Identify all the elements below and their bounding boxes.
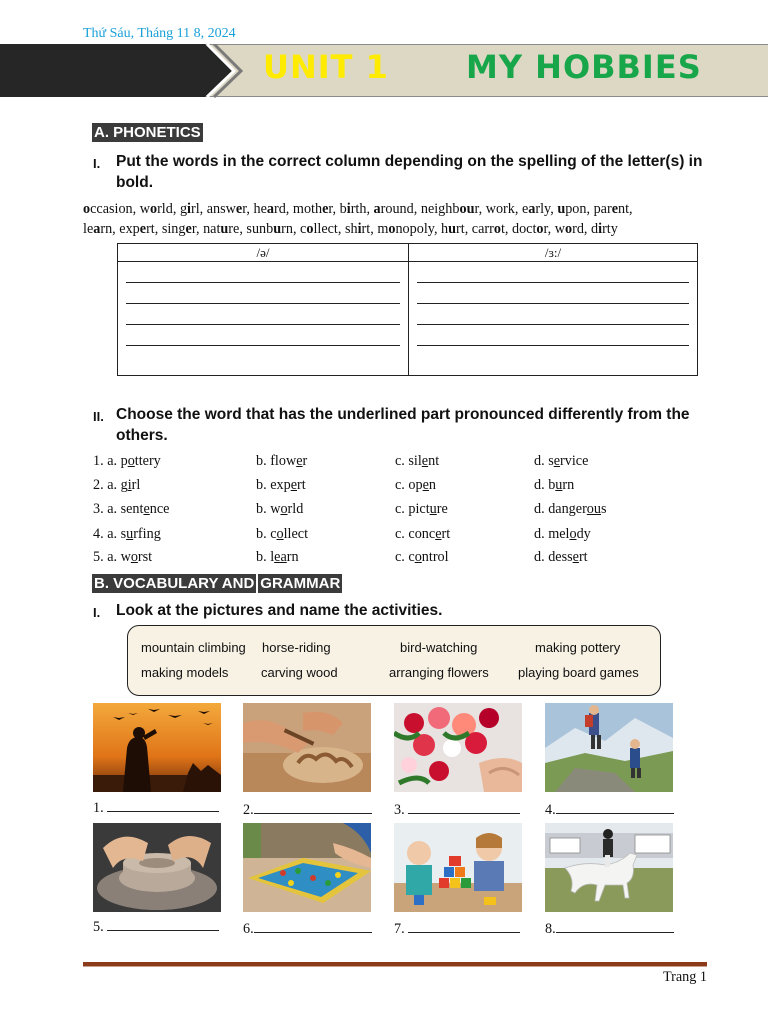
picture-horse-riding bbox=[545, 823, 673, 912]
unit-topic-title: MY HOBBIES bbox=[466, 48, 702, 86]
answer-5[interactable] bbox=[93, 918, 219, 936]
phonetics-word: world, bbox=[139, 201, 180, 217]
word-bank-item: arranging flowers bbox=[389, 665, 489, 680]
phonetics-word: neighbour, bbox=[420, 201, 486, 217]
answer-8[interactable] bbox=[545, 920, 674, 938]
answer-2[interactable] bbox=[243, 801, 372, 819]
phonetics-word: answer, bbox=[206, 201, 254, 217]
phonetics-word: monopoly, bbox=[377, 221, 442, 237]
phonetics-word: singer, bbox=[161, 221, 204, 237]
answer-option[interactable]: d. dangerous bbox=[534, 501, 607, 517]
phonetics-word: occasion, bbox=[83, 201, 140, 217]
answer-option[interactable]: c. silent bbox=[395, 453, 440, 469]
picture-board-game bbox=[243, 823, 371, 912]
answer-line[interactable] bbox=[126, 283, 400, 304]
task-number: I. bbox=[93, 156, 101, 171]
task-a2-instruction bbox=[93, 404, 713, 448]
answer-option[interactable]: 2. a. girl bbox=[93, 477, 141, 493]
answer-option[interactable]: b. world bbox=[256, 501, 304, 517]
phonetics-word: heard, bbox=[253, 201, 293, 217]
section-a-heading: A. PHONETICS bbox=[94, 124, 201, 141]
word-bank-item: carving wood bbox=[261, 665, 338, 680]
answer-blank[interactable] bbox=[556, 801, 674, 814]
answer-option[interactable]: c. control bbox=[395, 549, 449, 565]
answer-line[interactable] bbox=[126, 304, 400, 325]
phonetics-word: nature, bbox=[203, 221, 247, 237]
answer-blank[interactable] bbox=[254, 920, 372, 933]
answer-option[interactable]: d. dessert bbox=[534, 549, 588, 565]
phonetics-word: work, bbox=[485, 201, 522, 217]
word-bank-item: playing board games bbox=[518, 665, 639, 680]
phonetics-word: mother, bbox=[292, 201, 340, 217]
phonetics-word: shirt, bbox=[344, 221, 378, 237]
phonetics-word: parent, bbox=[593, 201, 633, 217]
answer-line[interactable] bbox=[417, 262, 689, 283]
answer-blank[interactable] bbox=[107, 918, 219, 931]
task-b1-instruction bbox=[93, 600, 713, 622]
banner-arrow-shape bbox=[0, 44, 250, 98]
picture-arranging-flowers bbox=[394, 703, 522, 792]
answer-label: 8. bbox=[545, 921, 556, 937]
section-b-heading-part2: GRAMMAR bbox=[260, 575, 341, 592]
word-bank-box bbox=[127, 625, 661, 696]
answer-label: 1. bbox=[93, 800, 104, 816]
answer-option[interactable]: d. melody bbox=[534, 526, 591, 542]
answer-line[interactable] bbox=[126, 262, 400, 283]
answer-1[interactable] bbox=[93, 799, 219, 817]
word-bank-item: horse-riding bbox=[262, 640, 331, 655]
answer-option[interactable]: b. expert bbox=[256, 477, 306, 493]
phonetics-word: early, bbox=[521, 201, 558, 217]
column-header-schwa: /ə/ bbox=[256, 245, 270, 260]
phonetics-word: dirty bbox=[591, 221, 618, 237]
picture-making-pottery bbox=[93, 823, 221, 912]
phonetics-word: learn, bbox=[83, 221, 120, 237]
answer-label: 7. bbox=[394, 921, 405, 937]
phonetics-word: girl, bbox=[179, 201, 207, 217]
phonetics-word: birth, bbox=[339, 201, 374, 217]
footer-rule bbox=[83, 962, 707, 967]
answer-7[interactable] bbox=[394, 920, 520, 938]
answer-option[interactable]: 3. a. sentence bbox=[93, 501, 170, 517]
answer-option[interactable]: b. flower bbox=[256, 453, 308, 469]
phonetics-word: sunburn, bbox=[246, 221, 301, 237]
answer-line[interactable] bbox=[417, 325, 689, 346]
picture-bird-watching bbox=[93, 703, 221, 792]
word-bank-item: bird-watching bbox=[400, 640, 478, 655]
section-b-heading bbox=[92, 575, 342, 595]
picture-making-models bbox=[394, 823, 522, 912]
answer-blank[interactable] bbox=[556, 920, 674, 933]
phonetics-columns-table bbox=[117, 243, 698, 376]
answer-option[interactable]: 5. a. worst bbox=[93, 549, 153, 565]
answer-option[interactable]: c. open bbox=[395, 477, 436, 493]
phonetics-word: around, bbox=[373, 201, 421, 217]
unit-title: UNIT 1 bbox=[263, 48, 389, 86]
answer-option[interactable]: d. burn bbox=[534, 477, 575, 493]
answer-label: 2. bbox=[243, 802, 254, 818]
answer-label: 6. bbox=[243, 921, 254, 937]
phonetics-word: doctor, bbox=[511, 221, 555, 237]
answer-line[interactable] bbox=[126, 325, 400, 346]
word-bank-item: making pottery bbox=[535, 640, 621, 655]
picture-carving-wood bbox=[243, 703, 371, 792]
answer-option[interactable]: 1. a. pottery bbox=[93, 453, 161, 469]
header-date: Thứ Sáu, Tháng 11 8, 2024 bbox=[83, 26, 236, 41]
answer-line[interactable] bbox=[417, 283, 689, 304]
phonetics-word: collect, bbox=[300, 221, 345, 237]
answer-3[interactable] bbox=[394, 801, 520, 819]
answer-blank[interactable] bbox=[254, 801, 372, 814]
phonetics-word-list bbox=[83, 199, 698, 239]
answer-option[interactable]: b. learn bbox=[256, 549, 299, 565]
task-text: Look at the pictures and name the activities. bbox=[116, 602, 443, 619]
task-a1-instruction bbox=[93, 151, 713, 195]
answer-6[interactable] bbox=[243, 920, 372, 938]
picture-mountain-climbing bbox=[545, 703, 673, 792]
column-header-er: /ɜ:/ bbox=[544, 245, 562, 260]
phonetics-word: hurt, bbox=[441, 221, 472, 237]
answer-option[interactable]: 4. a. surfing bbox=[93, 526, 161, 542]
answer-4[interactable] bbox=[545, 801, 674, 819]
word-bank-item: making models bbox=[141, 665, 229, 680]
phonetics-word: word, bbox=[554, 221, 592, 237]
section-b-heading-part1: B. VOCABULARY AND bbox=[94, 575, 255, 592]
answer-blank[interactable] bbox=[408, 801, 520, 814]
answer-label: 4. bbox=[545, 802, 556, 818]
phonetics-word: upon, bbox=[557, 201, 594, 217]
answer-option[interactable]: c. concert bbox=[395, 526, 451, 542]
answer-option[interactable]: c. picture bbox=[395, 501, 448, 517]
answer-label: 3. bbox=[394, 802, 405, 818]
phonetics-word: carrot, bbox=[471, 221, 512, 237]
answer-option[interactable]: d. service bbox=[534, 453, 589, 469]
word-bank-item: mountain climbing bbox=[141, 640, 246, 655]
task-number: II. bbox=[93, 409, 104, 424]
task-number: I. bbox=[93, 605, 101, 620]
answer-blank[interactable] bbox=[408, 920, 520, 933]
answer-line[interactable] bbox=[417, 304, 689, 325]
answer-label: 5. bbox=[93, 919, 104, 935]
page-number: Trang 1 bbox=[662, 969, 707, 985]
task-text: Put the words in the correct column depending on the spelling of the letter(s) in bold. bbox=[116, 153, 703, 191]
answer-option[interactable]: b. collect bbox=[256, 526, 309, 542]
answer-blank[interactable] bbox=[107, 799, 219, 812]
task-text: Choose the word that has the underlined part pronounced differently from the others. bbox=[116, 406, 690, 444]
phonetics-word: expert, bbox=[119, 221, 162, 237]
